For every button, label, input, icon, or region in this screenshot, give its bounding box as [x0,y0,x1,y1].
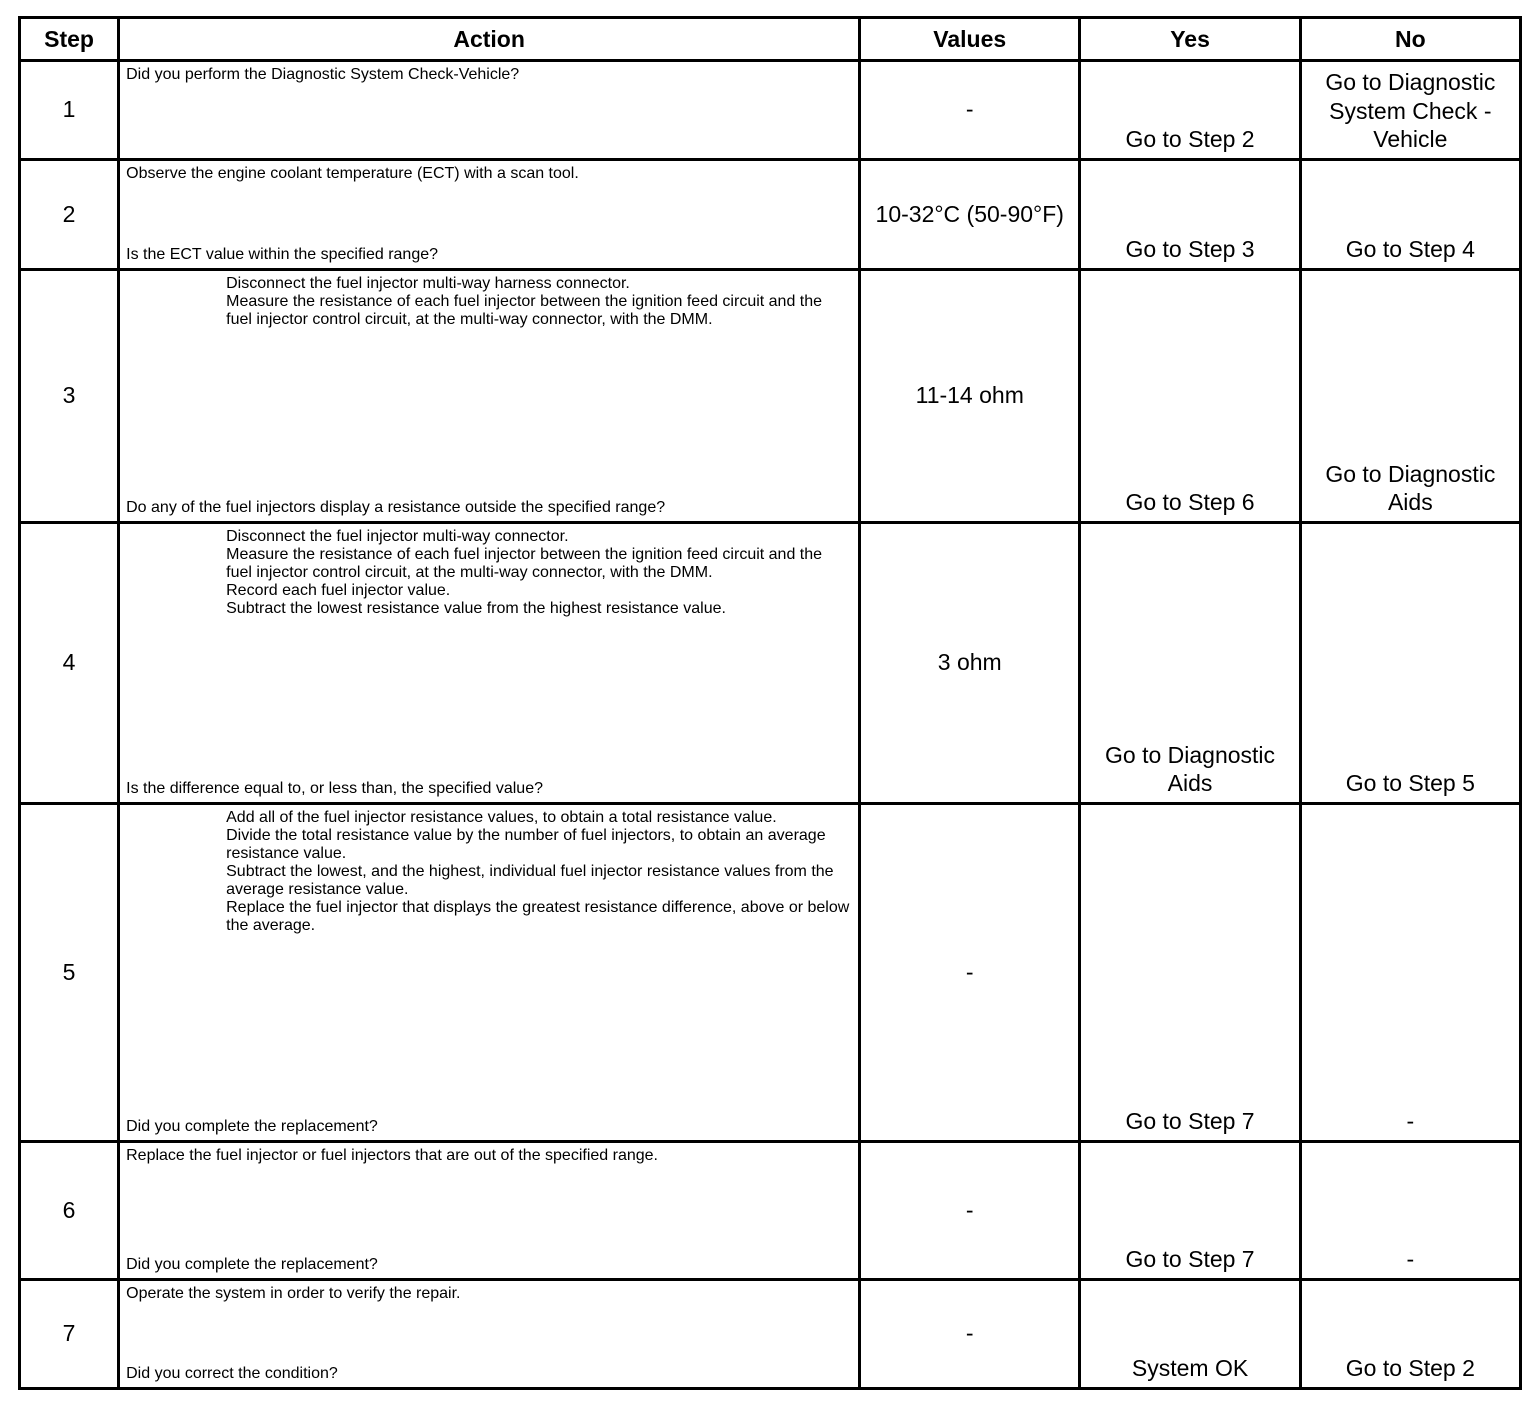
action-question: Did you complete the replacement? [126,1117,378,1135]
yes-cell: Go to Step 2 [1080,61,1300,160]
action-text: Operate the system in order to verify the repair. [126,1284,461,1302]
step-number: 7 [20,1279,119,1388]
step-number: 2 [20,159,119,269]
table-row [20,269,1521,522]
table-row [20,803,1521,1141]
action-question: Did you correct the condition? [126,1364,338,1382]
yes-cell: Go to Step 3 [1080,159,1300,269]
header-action: Action [119,18,860,61]
header-values: Values [860,18,1080,61]
header-no: No [1300,18,1520,61]
action-cell [119,522,860,803]
table-row [20,61,1521,160]
diagnostic-table [18,16,1522,1390]
action-text: Did you perform the Diagnostic System Check-Vehicle? [126,66,520,83]
action-substep: Divide the total resistance value by the number of fuel injectors, to obtain an average resistance value. [226,826,826,862]
action-text: Observe the engine coolant temperature (ECT) with a scan tool. [126,164,579,182]
no-cell: Go to Step 2 [1300,1279,1520,1388]
action-cell [119,803,860,1141]
step-number: 6 [20,1141,119,1279]
header-yes: Yes [1080,18,1300,61]
action-cell [119,1141,860,1279]
step-number: 3 [20,269,119,522]
action-question: Is the difference equal to, or less than, the specified value? [126,779,543,797]
no-cell: Go to Diagnostic System Check - Vehicle [1300,61,1520,160]
yes-cell: Go to Step 6 [1080,269,1300,522]
value-cell: - [860,1279,1080,1388]
table-row [20,522,1521,803]
value-cell: 3 ohm [860,522,1080,803]
value-cell: 10-32°C (50-90°F) [860,159,1080,269]
action-substep: Measure the resistance of each fuel injector between the ignition feed circuit and the fuel injector control circuit, at the multi-way connector, with the DMM. [226,545,823,581]
action-text: Replace the fuel injector or fuel injectors that are out of the specified range. [126,1146,658,1164]
value-cell: - [860,61,1080,160]
header-row [20,18,1521,61]
action-substep: Measure the resistance of each fuel injector between the ignition feed circuit and the fuel injector control circuit, at the multi-way connector, with the DMM. [226,292,823,328]
step-number: 1 [20,61,119,160]
action-cell [119,159,860,269]
table-row [20,1279,1521,1388]
action-question: Did you complete the replacement? [126,1255,378,1273]
action-substep: Record each fuel injector value. [226,581,451,599]
action-question: Is the ECT value within the specified range? [126,245,439,263]
no-cell: - [1300,803,1520,1141]
action-cell [119,1279,860,1388]
action-substep: Disconnect the fuel injector multi-way connector. [226,527,569,545]
action-question: Do any of the fuel injectors display a resistance outside the specified range? [126,498,666,516]
yes-cell: System OK [1080,1279,1300,1388]
table-row [20,1141,1521,1279]
no-cell: - [1300,1141,1520,1279]
value-cell: - [860,803,1080,1141]
table-row [20,159,1521,269]
action-substep: Subtract the lowest, and the highest, individual fuel injector resistance values from the average resistance value. [226,862,834,898]
action-cell [119,61,860,160]
action-substep: Replace the fuel injector that displays the greatest resistance difference, above or below the average. [226,898,850,934]
action-substep: Add all of the fuel injector resistance values, to obtain a total resistance value. [226,808,777,826]
no-cell: Go to Diagnostic Aids [1300,269,1520,522]
yes-cell: Go to Step 7 [1080,1141,1300,1279]
action-cell [119,269,860,522]
step-number: 4 [20,522,119,803]
value-cell: - [860,1141,1080,1279]
no-cell: Go to Step 4 [1300,159,1520,269]
action-substep: Disconnect the fuel injector multi-way harness connector. [226,274,630,292]
header-step: Step [20,18,119,61]
yes-cell: Go to Step 7 [1080,803,1300,1141]
value-cell: 11-14 ohm [860,269,1080,522]
no-cell: Go to Step 5 [1300,522,1520,803]
yes-cell: Go to Diagnostic Aids [1080,522,1300,803]
action-substep: Subtract the lowest resistance value from the highest resistance value. [226,599,726,617]
step-number: 5 [20,803,119,1141]
